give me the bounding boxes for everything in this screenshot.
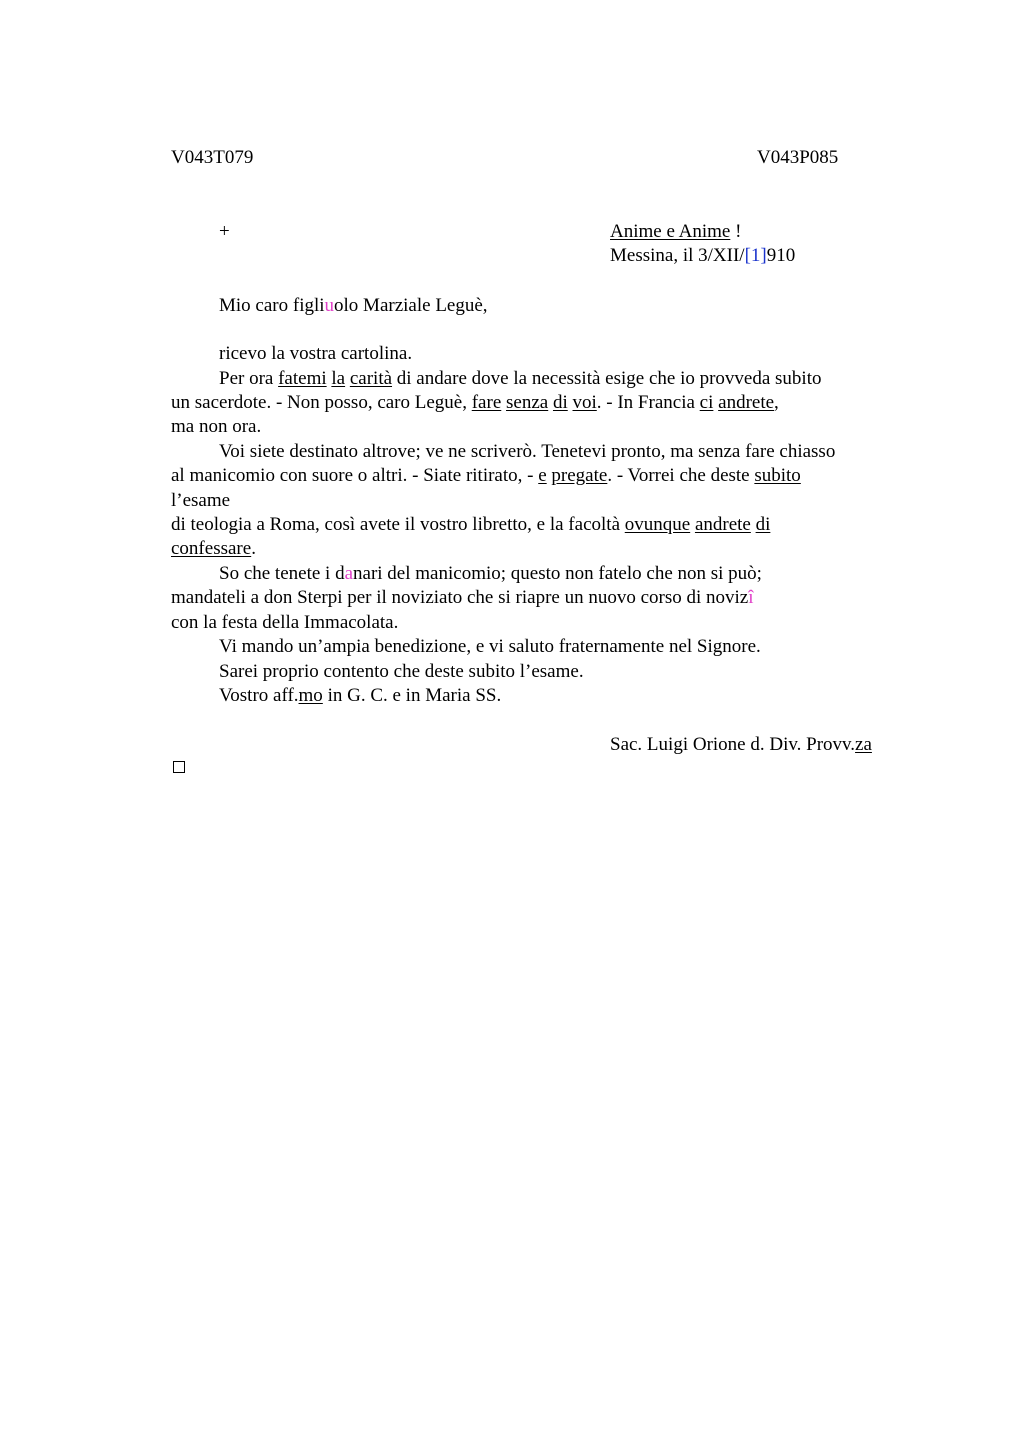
salutation: [219, 294, 488, 318]
l3-a: un sacerdote. - Non posso, caro Leguè,: [171, 392, 472, 413]
l3-u1: fare: [471, 392, 502, 413]
l3-u6: andrete: [718, 392, 775, 413]
l10-b: nari del manicomio; questo non fatelo che non si può;: [353, 563, 762, 584]
salutation-a: Mio caro figli: [219, 295, 325, 316]
salutation-c: olo Marziale Leguè,: [334, 295, 488, 316]
body-line-15: [219, 684, 501, 708]
body-line-6: [171, 464, 801, 488]
cross-mark: +: [219, 221, 230, 242]
l2-u2: la: [331, 368, 346, 389]
body-line-4: ma non ora.: [171, 416, 262, 437]
l11-a: mandateli a don Sterpi per il noviziato che si riapre un nuovo corso di noviz: [171, 587, 749, 608]
body-line-14: Sarei proprio contento che deste subito l’esame.: [219, 661, 584, 682]
motto-text: Anime e Anime: [610, 221, 731, 242]
l11-correction: î: [748, 587, 754, 608]
l10-a: So che tenete i d: [219, 563, 345, 584]
l8-u3: di: [755, 514, 771, 535]
l3-b: . - In Francia: [596, 392, 700, 413]
doc-code-left: V043T079: [171, 147, 254, 168]
body-line-13: Vi mando un’ampia benedizione, e vi saluto fraternamente nel Signore.: [219, 636, 761, 657]
l9-b: .: [251, 538, 256, 559]
body-line-2: [219, 367, 822, 391]
body-line-8: [171, 513, 770, 537]
l3-u5: ci: [699, 392, 714, 413]
l2-u3: carità: [349, 368, 393, 389]
l8-a: di teologia a Roma, così avete il vostro libretto, e la facoltà: [171, 514, 625, 535]
doc-code-right: V043P085: [757, 147, 839, 168]
dateline-inserted: 1: [750, 245, 761, 266]
dateline-bracket-close: ]: [760, 245, 767, 266]
l3-u2: senza: [506, 392, 549, 413]
body-line-9: [171, 537, 256, 561]
l8-u1: ovunque: [624, 514, 691, 535]
l6-u2: pregate: [551, 465, 608, 486]
signature-u1: za: [855, 734, 872, 755]
body-line-11: [171, 586, 754, 610]
l15-a: Vostro aff.: [219, 685, 299, 706]
l6-b: . - Vorrei che deste: [607, 465, 755, 486]
l3-u3: di: [552, 392, 568, 413]
dateline-pre: Messina, il 3/XII/: [610, 245, 745, 266]
body-line-10: [219, 562, 762, 586]
l3-u4: voi: [572, 392, 597, 413]
l6-u3: subito: [754, 465, 801, 486]
motto: [610, 220, 741, 244]
l6-u1: e: [538, 465, 547, 486]
checkbox-square-icon: [173, 761, 185, 773]
salutation-correction: u: [324, 295, 335, 316]
body-line-5: Voi siete destinato altrove; ve ne scriverò. Tenetevi pronto, ma senza fare chiasso: [219, 441, 836, 462]
body-line-12: con la festa della Immacolata.: [171, 612, 399, 633]
dateline-post: 910: [766, 245, 796, 266]
body-line-3: [171, 391, 779, 415]
l15-u1: mo: [298, 685, 323, 706]
l2-a: Per ora: [219, 368, 279, 389]
motto-tail: !: [730, 221, 742, 242]
body-line-1: ricevo la vostra cartolina.: [219, 343, 413, 364]
signature-a: Sac. Luigi Orione d. Div. Provv.: [610, 734, 856, 755]
l15-b: in G. C. e in Maria SS.: [322, 685, 502, 706]
body-line-7: l’esame: [171, 490, 231, 511]
l3-c: ,: [774, 392, 779, 413]
l10-correction: a: [344, 563, 354, 584]
l8-u2: andrete: [694, 514, 751, 535]
l6-a: al manicomio con suore o altri. - Siate ritirato, -: [171, 465, 539, 486]
dateline-bracket-open: [: [744, 245, 751, 266]
signature: [610, 733, 872, 757]
l2-u1: fatemi: [278, 368, 327, 389]
l9-u1: confessare: [171, 538, 252, 559]
l2-b: di andare dove la necessità esige che io provveda subito: [392, 368, 822, 389]
dateline: [610, 244, 795, 268]
